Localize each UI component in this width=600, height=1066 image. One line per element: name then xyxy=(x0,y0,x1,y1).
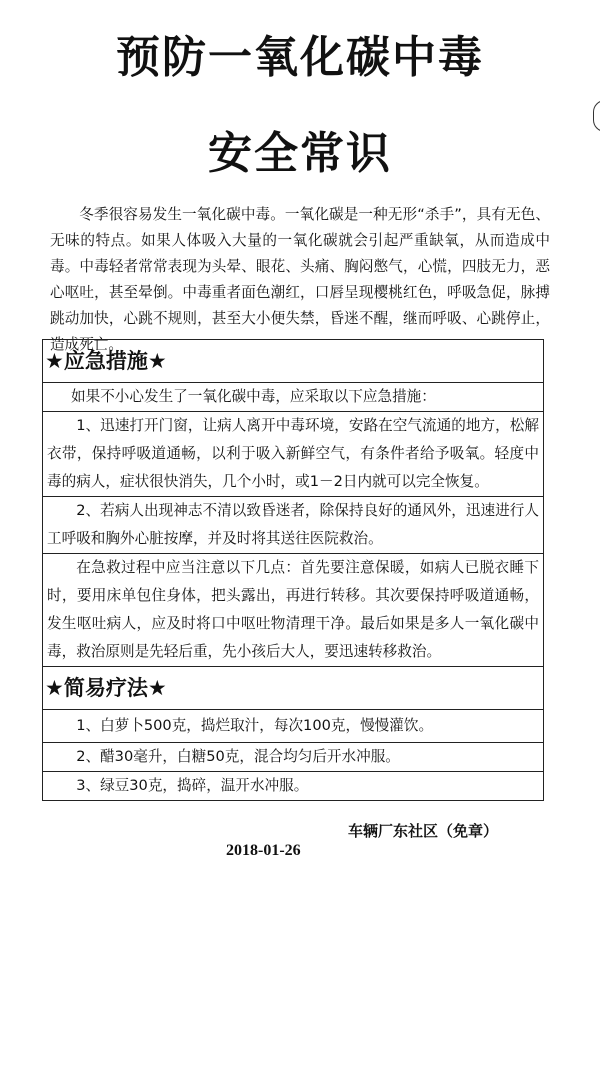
emergency-note: 在急救过程中应当注意以下几点：首先要注意保暖，如病人已脱衣睡下时，要用床单包住身体，把头露出，再进行转移。其次要保持呼吸道通畅，发生呕吐病人，应及时将口中呕吐物清理干净。最后如果是多人一氧化碳中毒，救治原则是先轻后重，先小孩后大人，要迅速转移救治。 xyxy=(43,554,544,667)
remedy-row xyxy=(43,743,544,772)
emergency-item-row xyxy=(43,497,544,554)
emergency-heading: ★应急措施★ xyxy=(43,340,544,383)
remedies-heading-row xyxy=(43,667,544,710)
emergency-heading-row xyxy=(43,340,544,383)
date: 2018-01-26 xyxy=(226,842,301,859)
title-line-1: 预防一氧化碳中毒 xyxy=(116,32,484,83)
signature: 车辆厂东社区（免章） xyxy=(348,822,499,840)
intro-paragraph: 冬季很容易发生一氧化碳中毒。一氧化碳是一种无形“杀手”，具有无色、无味的特点。如果人体吸入大量的一氧化碳就会引起严重缺氧，从而造成中毒。中毒轻者常常表现为头晕、眼花、头痛、胸闷憋气，心慌，四肢无力，恶心呕吐，甚至晕倒。中毒重者面色潮红，口唇呈现樱桃红色，呼吸急促，脉搏跳动加快，心跳不规则，甚至大小便失禁，昏迷不醒，继而呼吸、心跳停止，造成死亡。 xyxy=(50,206,550,353)
remedy-row xyxy=(43,710,544,743)
emergency-lead-row xyxy=(43,383,544,412)
emergency-item-2: 2、若病人出现神志不清以致昏迷者，除保持良好的通风外，迅速进行人工呼吸和胸外心脏按摩，并及时将其送往医院救治。 xyxy=(43,497,544,554)
content-table xyxy=(42,339,544,801)
emergency-item-1: 1、迅速打开门窗，让病人离开中毒环境，安路在空气流通的地方，松解衣带，保持呼吸道通畅，以利于吸入新鲜空气，有条件者给予吸氧。轻度中毒的病人，症状很快消失，几个小时，或1－2日内就可以完全恢复。 xyxy=(43,412,544,497)
title-line-2: 安全常识 xyxy=(208,128,392,179)
remedy-item-2: 2、醋30毫升，白糖50克，混合均匀后开水冲服。 xyxy=(43,743,544,772)
remedies-heading: ★简易疗法★ xyxy=(43,667,544,710)
emergency-note-row xyxy=(43,554,544,667)
remedy-item-3: 3、绿豆30克，捣碎，温开水冲服。 xyxy=(43,772,544,801)
remedy-row xyxy=(43,772,544,801)
emergency-item-row xyxy=(43,412,544,497)
emergency-lead: 如果不小心发生了一氧化碳中毒，应采取以下应急措施： xyxy=(43,383,544,412)
remedy-item-1: 1、白萝卜500克，捣烂取汁，每次100克，慢慢灌饮。 xyxy=(43,710,544,743)
